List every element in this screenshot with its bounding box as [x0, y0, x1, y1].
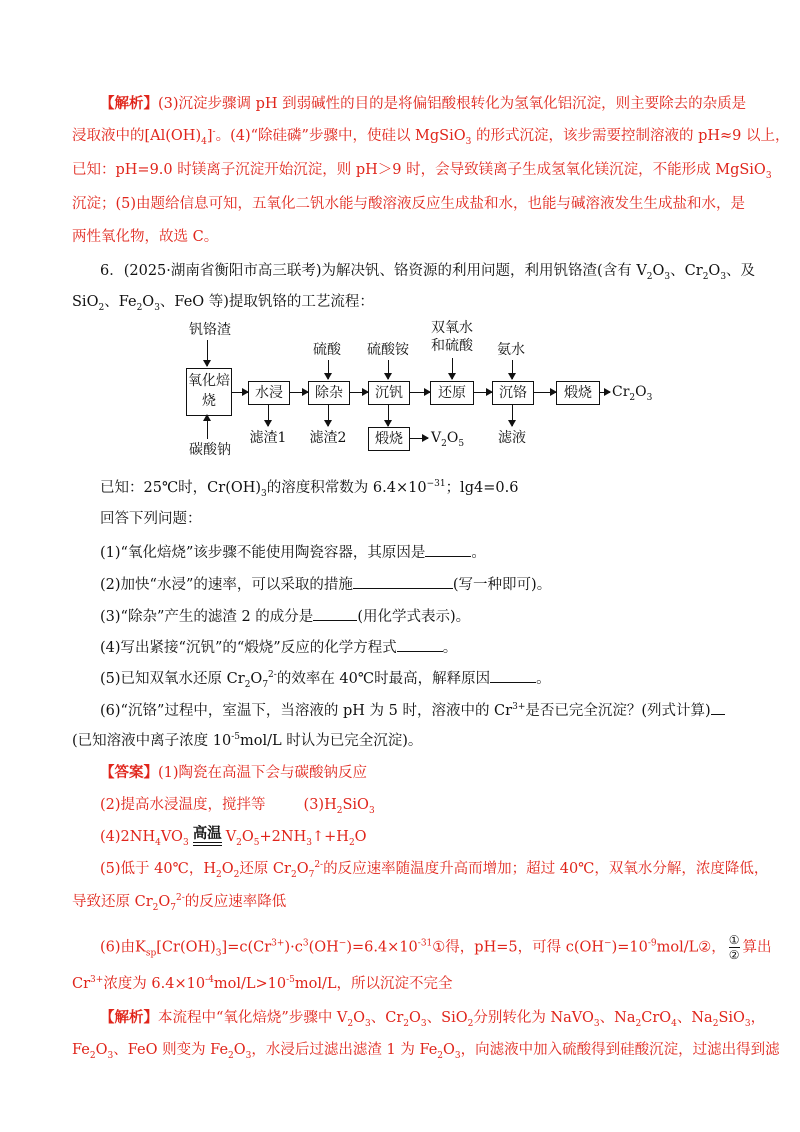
process-flow-diagram [150, 318, 670, 468]
flow-arrow-1-2 [232, 392, 248, 393]
answer-5-line-1: (5)低于 40℃，$H_2O_2$还原 $Cr_2O_7^{2-}$的反应速率随温度升高而增加；超过 40℃，双氧水分解，浓度降低， [100, 860, 769, 880]
sub-question-1: (1)“氧化焙烧”该步骤不能使用陶瓷容器，其原因是 。 [100, 542, 486, 563]
answer-4: $(4)2NH_4VO_3$高温 $V_2O_5+2NH_3↑+H_2O$ [100, 825, 367, 848]
answer-blank [425, 542, 471, 557]
flow-arrow-5-6 [474, 392, 492, 393]
sub-question-4: (4)写出紧接“沉钒”的“煅烧”反应的化学方程式 。 [100, 637, 457, 658]
answer-blank [490, 668, 536, 683]
flow-input-h2so4: 和硫酸 [431, 338, 473, 354]
flow-arrow-residue1 [268, 404, 269, 426]
analysis-top-line-1: 【解析】(3)沉淀步骤调 pH 到弱碱性的目的是将偏铝酸根转化为氢氧化铝沉淀，则主要除去的杂质是 [100, 95, 747, 112]
analysis-bottom-line-1: 【解析】本流程中“氧化焙烧”步骤中 $V_2O_3$、$Cr_2O_3$、SiO$_2$分别转化为 NaVO$_3$、$Na_2CrO_4$、$Na_2SiO_3$， [100, 1009, 766, 1029]
flow-arrow-ammonia [512, 360, 513, 379]
flow-input-start: 钒铬渣 [189, 322, 231, 338]
sub-question-5: (5)已知双氧水还原 $Cr_2O_7^{2-}$的效率在 40℃时最高，解释原因 。 [100, 668, 551, 689]
flow-arrow-cr2o3 [600, 392, 610, 393]
flow-output-cr2o3: $Cr_2O_3$ [612, 384, 653, 403]
flow-input-ammonium-sulfate: 硫酸铵 [367, 342, 409, 358]
answer-1: 【答案】(1)陶瓷在高温下会与碳酸钠反应 [100, 764, 368, 781]
flow-arrow-ammonium-sulfate [388, 360, 389, 379]
answer-blank [711, 700, 725, 715]
analysis-top-line-5: 两性氧化物，故选 C。 [72, 229, 219, 245]
flow-node-calcination-v: 煅烧 [368, 427, 410, 451]
answer-6-line-2: $Cr^{3+}$浓度为 $6.4\times 10^{-4}mol/L>10^{-5}mol/L$，所以沉淀不完全 [72, 975, 453, 992]
flow-arrow-start [207, 340, 208, 366]
flow-arrow-residue2 [328, 404, 329, 426]
flow-node-reduction: 还原 [430, 381, 474, 405]
flow-arrow-sodium-carbonate [207, 415, 208, 439]
flow-arrow-4-5 [410, 392, 430, 393]
fraction: $\frac{\text{①}}{\text{②}}$ [728, 933, 740, 962]
question-6-line-1: 6．(2025·湖南省衡阳市高三联考)为解决钒、铬资源的利用问题，利用钒铬渣(含有 $V_2O_3$、$Cr_2O_3$、及 [100, 263, 756, 282]
sub-question-3: (3)“除杂”产生的滤渣 2 的成分是 (用化学式表示)。 [100, 606, 470, 627]
answer-6-line-1: (6)由$K_{sp}[Cr(OH)_3]=c(Cr^{3+})\cdot c^3(OH^-)=6.4\times 10^{-31}①$得，pH=5，可得 $c(OH^-)=10^{-9}mol/L②$， $\frac{\text{①}}{\text{②}}$ 算出 [100, 933, 772, 962]
analysis-top-line-3: 已知：pH=9.0 时镁离子沉淀开始沉淀，则 pH＞9 时，会导致镁离子生成氢氧化镁沉淀，不能形成 MgSiO$_3$ [72, 162, 772, 181]
answer-blank [397, 637, 443, 652]
flow-input-ammonia: 氨水 [497, 342, 525, 358]
flow-node-vanadium-precipitation: 沉钒 [368, 381, 410, 405]
flow-node-impurity-removal: 除杂 [308, 381, 350, 405]
flow-input-sulfuric-acid: 硫酸 [313, 342, 341, 358]
flow-output-residue1: 滤渣1 [249, 430, 287, 446]
answer-2-3: (2)提高水浸温度，搅拌等 $(3)H_2SiO_3$ [100, 797, 375, 816]
answer-blank [313, 606, 357, 621]
flow-output-v2o5: $V_2O_5$ [431, 430, 465, 449]
flow-arrow-2-3 [290, 392, 308, 393]
sub-question-2: (2)加快“水浸”的速率，可以采取的措施 (写一种即可)。 [100, 574, 551, 595]
reaction-condition: 高温 [193, 827, 222, 846]
sub-question-6-line-1: (6)“沉铬”过程中，室温下，当溶液的 pH 为 5 时，溶液中的 $Cr^{3+}$是否已完全沉淀？(列式计算) [100, 700, 725, 721]
analysis-top-line-4: 沉淀；(5)由题给信息可知，五氧化二钒水能与酸溶液反应生成盐和水，也能与碱溶液发生生成盐和水，是 [72, 196, 746, 212]
answer-5-line-2: 导致还原 $Cr_2O_7^{2-}$的反应速率降低 [72, 893, 287, 913]
flow-arrow-6-7 [534, 392, 556, 393]
flow-arrow-filtrate [512, 404, 513, 426]
answer-prompt: 回答下列问题： [100, 511, 202, 527]
flow-output-residue2: 滤渣2 [309, 430, 347, 446]
flow-node-water-leach: 水浸 [248, 381, 290, 405]
flow-input-h2o2: 双氧水 [431, 320, 473, 336]
flow-arrow-sulfuric-acid [328, 360, 329, 379]
flow-input-sodium-carbonate: 碳酸钠 [189, 442, 231, 458]
sub-question-6-line-2: (已知溶液中离子浓度 $10^{-5}mol/L$ 时认为已完全沉淀)。 [72, 732, 423, 749]
flow-arrow-3-4 [350, 392, 368, 393]
answer-blank [353, 574, 453, 589]
flow-node-calcination-cr: 煅烧 [556, 381, 600, 405]
flow-arrow-h2o2 [452, 358, 453, 379]
flow-node-oxidation-roasting: 氧化焙烧 [186, 368, 232, 416]
flow-arrow-v2o5 [410, 438, 428, 439]
flow-node-chromium-precipitation: 沉铬 [492, 381, 534, 405]
analysis-top-line-2: 浸取液中的$[Al(OH)_4]^-$。(4)“除硅磷”步骤中，使硅以 MgSiO$_3$ 的形式沉淀，该步需要控制溶液的 pH≈9 以上， [72, 127, 790, 147]
question-6-line-2: SiO$_2$、$Fe_2O_3$、FeO 等)提取钒铬的工艺流程： [72, 294, 374, 313]
flow-output-filtrate: 滤液 [498, 430, 526, 446]
analysis-bottom-line-2: $Fe_2O_3$、FeO 则变为 $Fe_2O_3$，水浸后过滤出滤渣 1 为 $Fe_2O_3$，向滤液中加入硫酸得到硅酸沉淀，过滤出得到滤 [72, 1042, 780, 1061]
known-info: 已知：25℃时，$Cr(OH)_3$的溶度积常数为 $6.4\times 10^{-31}$；lg4=0.6 [100, 479, 519, 499]
flow-arrow-to-calcine [388, 404, 389, 426]
